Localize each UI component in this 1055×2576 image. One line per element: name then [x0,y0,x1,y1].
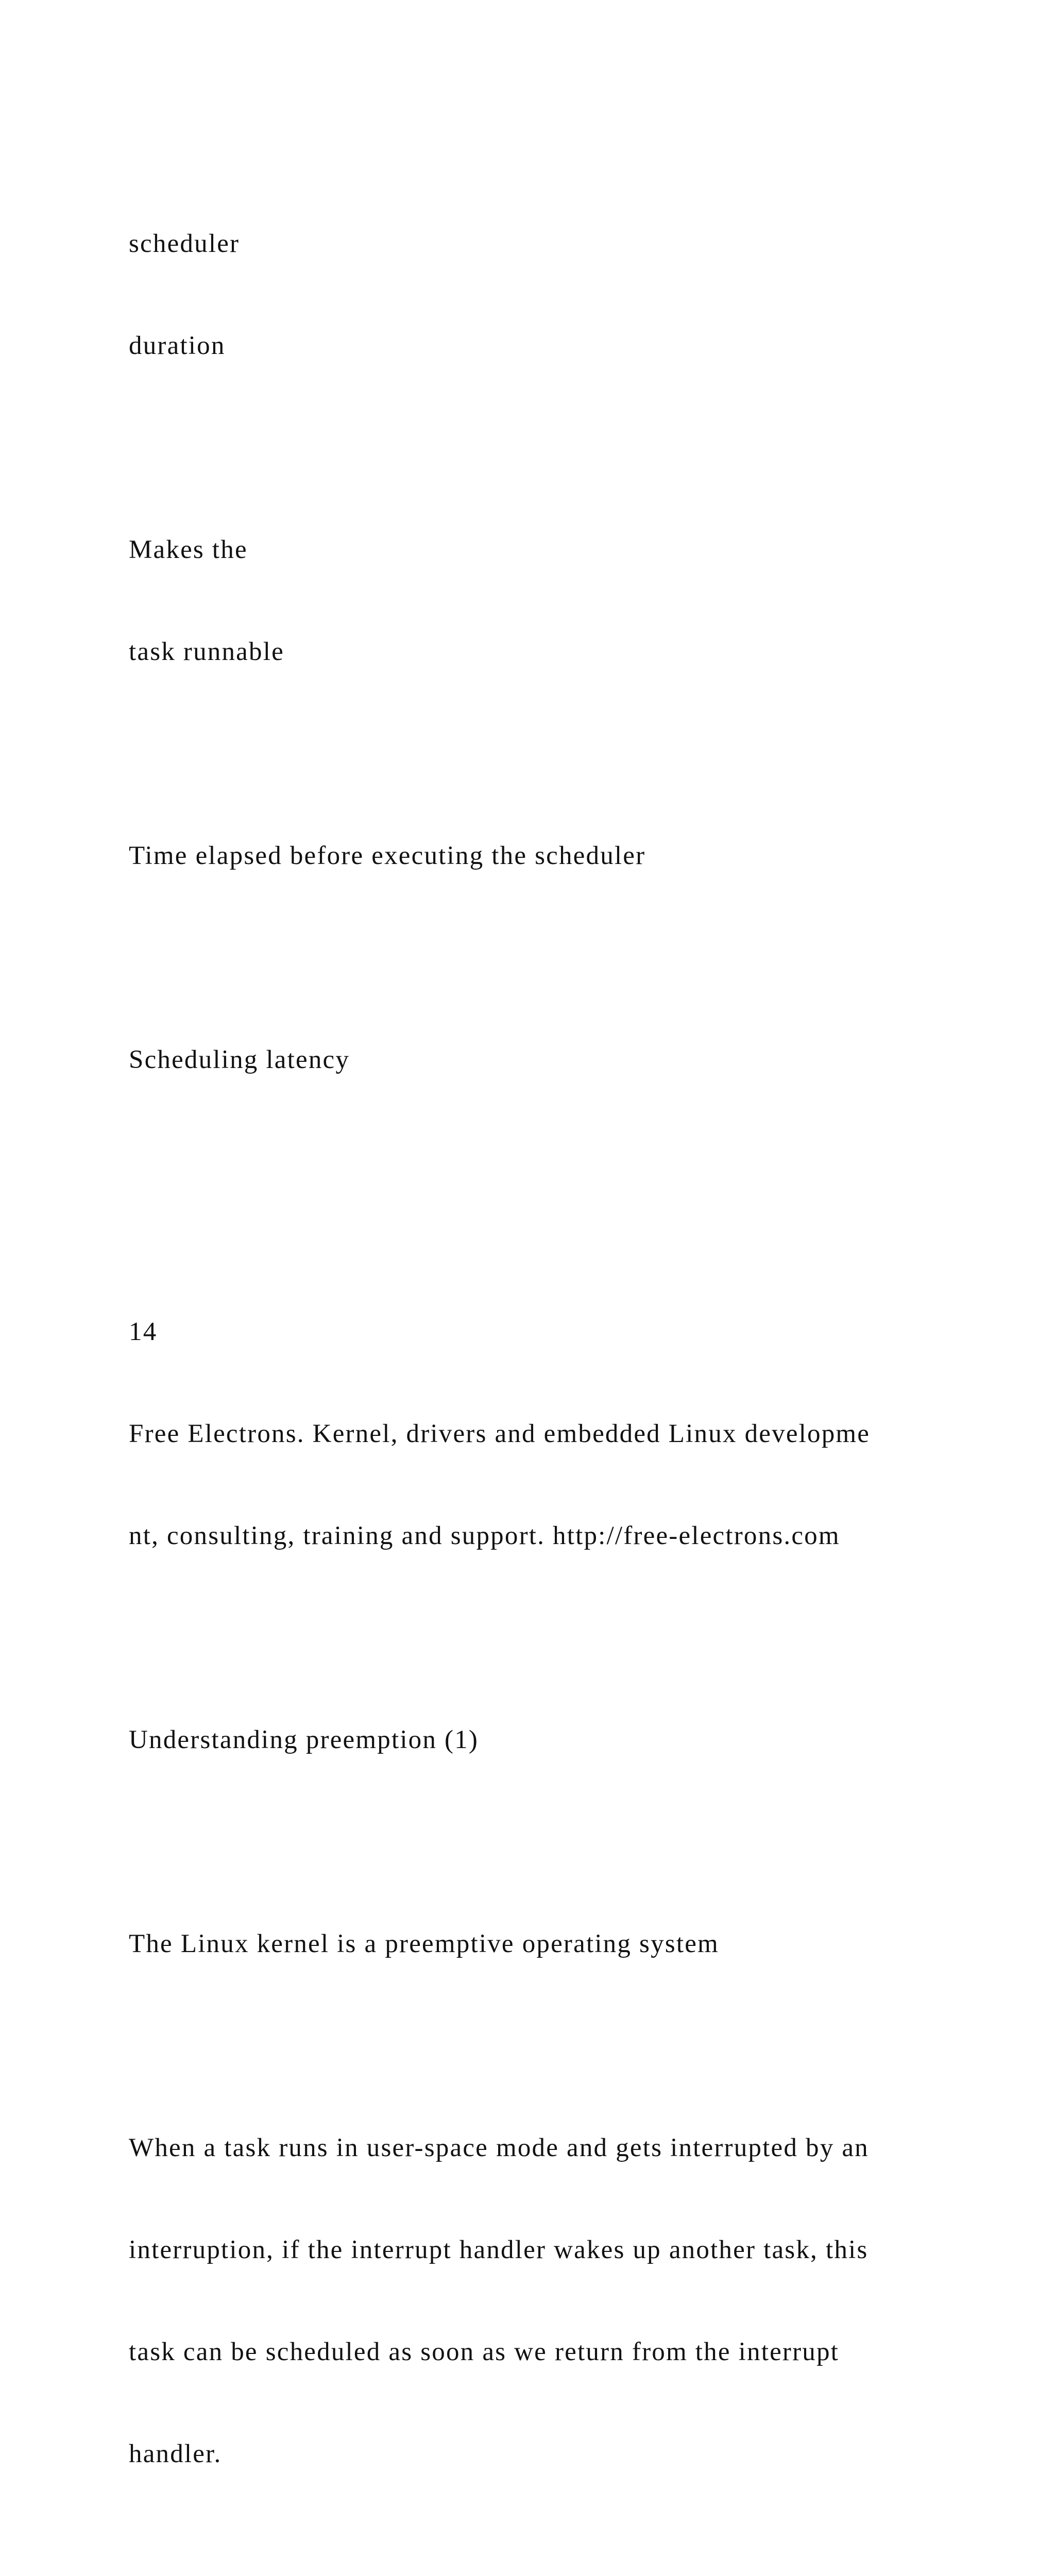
diagram-label-scheduling-latency [129,975,953,1145]
diagram-label-scheduler-duration [129,159,953,431]
diagram-label-time-elapsed [129,771,953,941]
footer-text-line: nt, consulting, training and support. http://free-electrons.com [129,1521,840,1550]
text-line: duration [129,331,226,360]
bullet-preemptive-os [129,1859,953,2029]
text-line: handler. [129,2439,222,2468]
slide-number: 14 [129,1317,158,1346]
slide-footer [129,1247,953,1621]
text-line: Scheduling latency [129,1045,350,1074]
document-body [129,159,953,2576]
text-line: The Linux kernel is a preemptive operating system [129,1929,719,1958]
text-line: When a task runs in user-space mode and gets interrupted by an [129,2133,869,2162]
text-line: Time elapsed before executing the scheduler [129,841,646,870]
diagram-label-makes-task-runnable [129,465,953,737]
title-line: Understanding preemption (1) [129,1725,479,1754]
text-line: interruption, if the interrupt handler wakes up another task, this [129,2235,869,2264]
slide-title [129,1655,953,1825]
text-line: scheduler [129,229,240,258]
diagram-label-task-a [129,2573,953,2576]
bullet-user-space-interrupt [129,2063,953,2539]
footer-text-line: Free Electrons. Kernel, drivers and embedded Linux developme [129,1419,871,1448]
text-line: task can be scheduled as soon as we return from the interrupt [129,2337,840,2366]
text-line: task runnable [129,637,284,666]
text-line: Makes the [129,535,248,564]
